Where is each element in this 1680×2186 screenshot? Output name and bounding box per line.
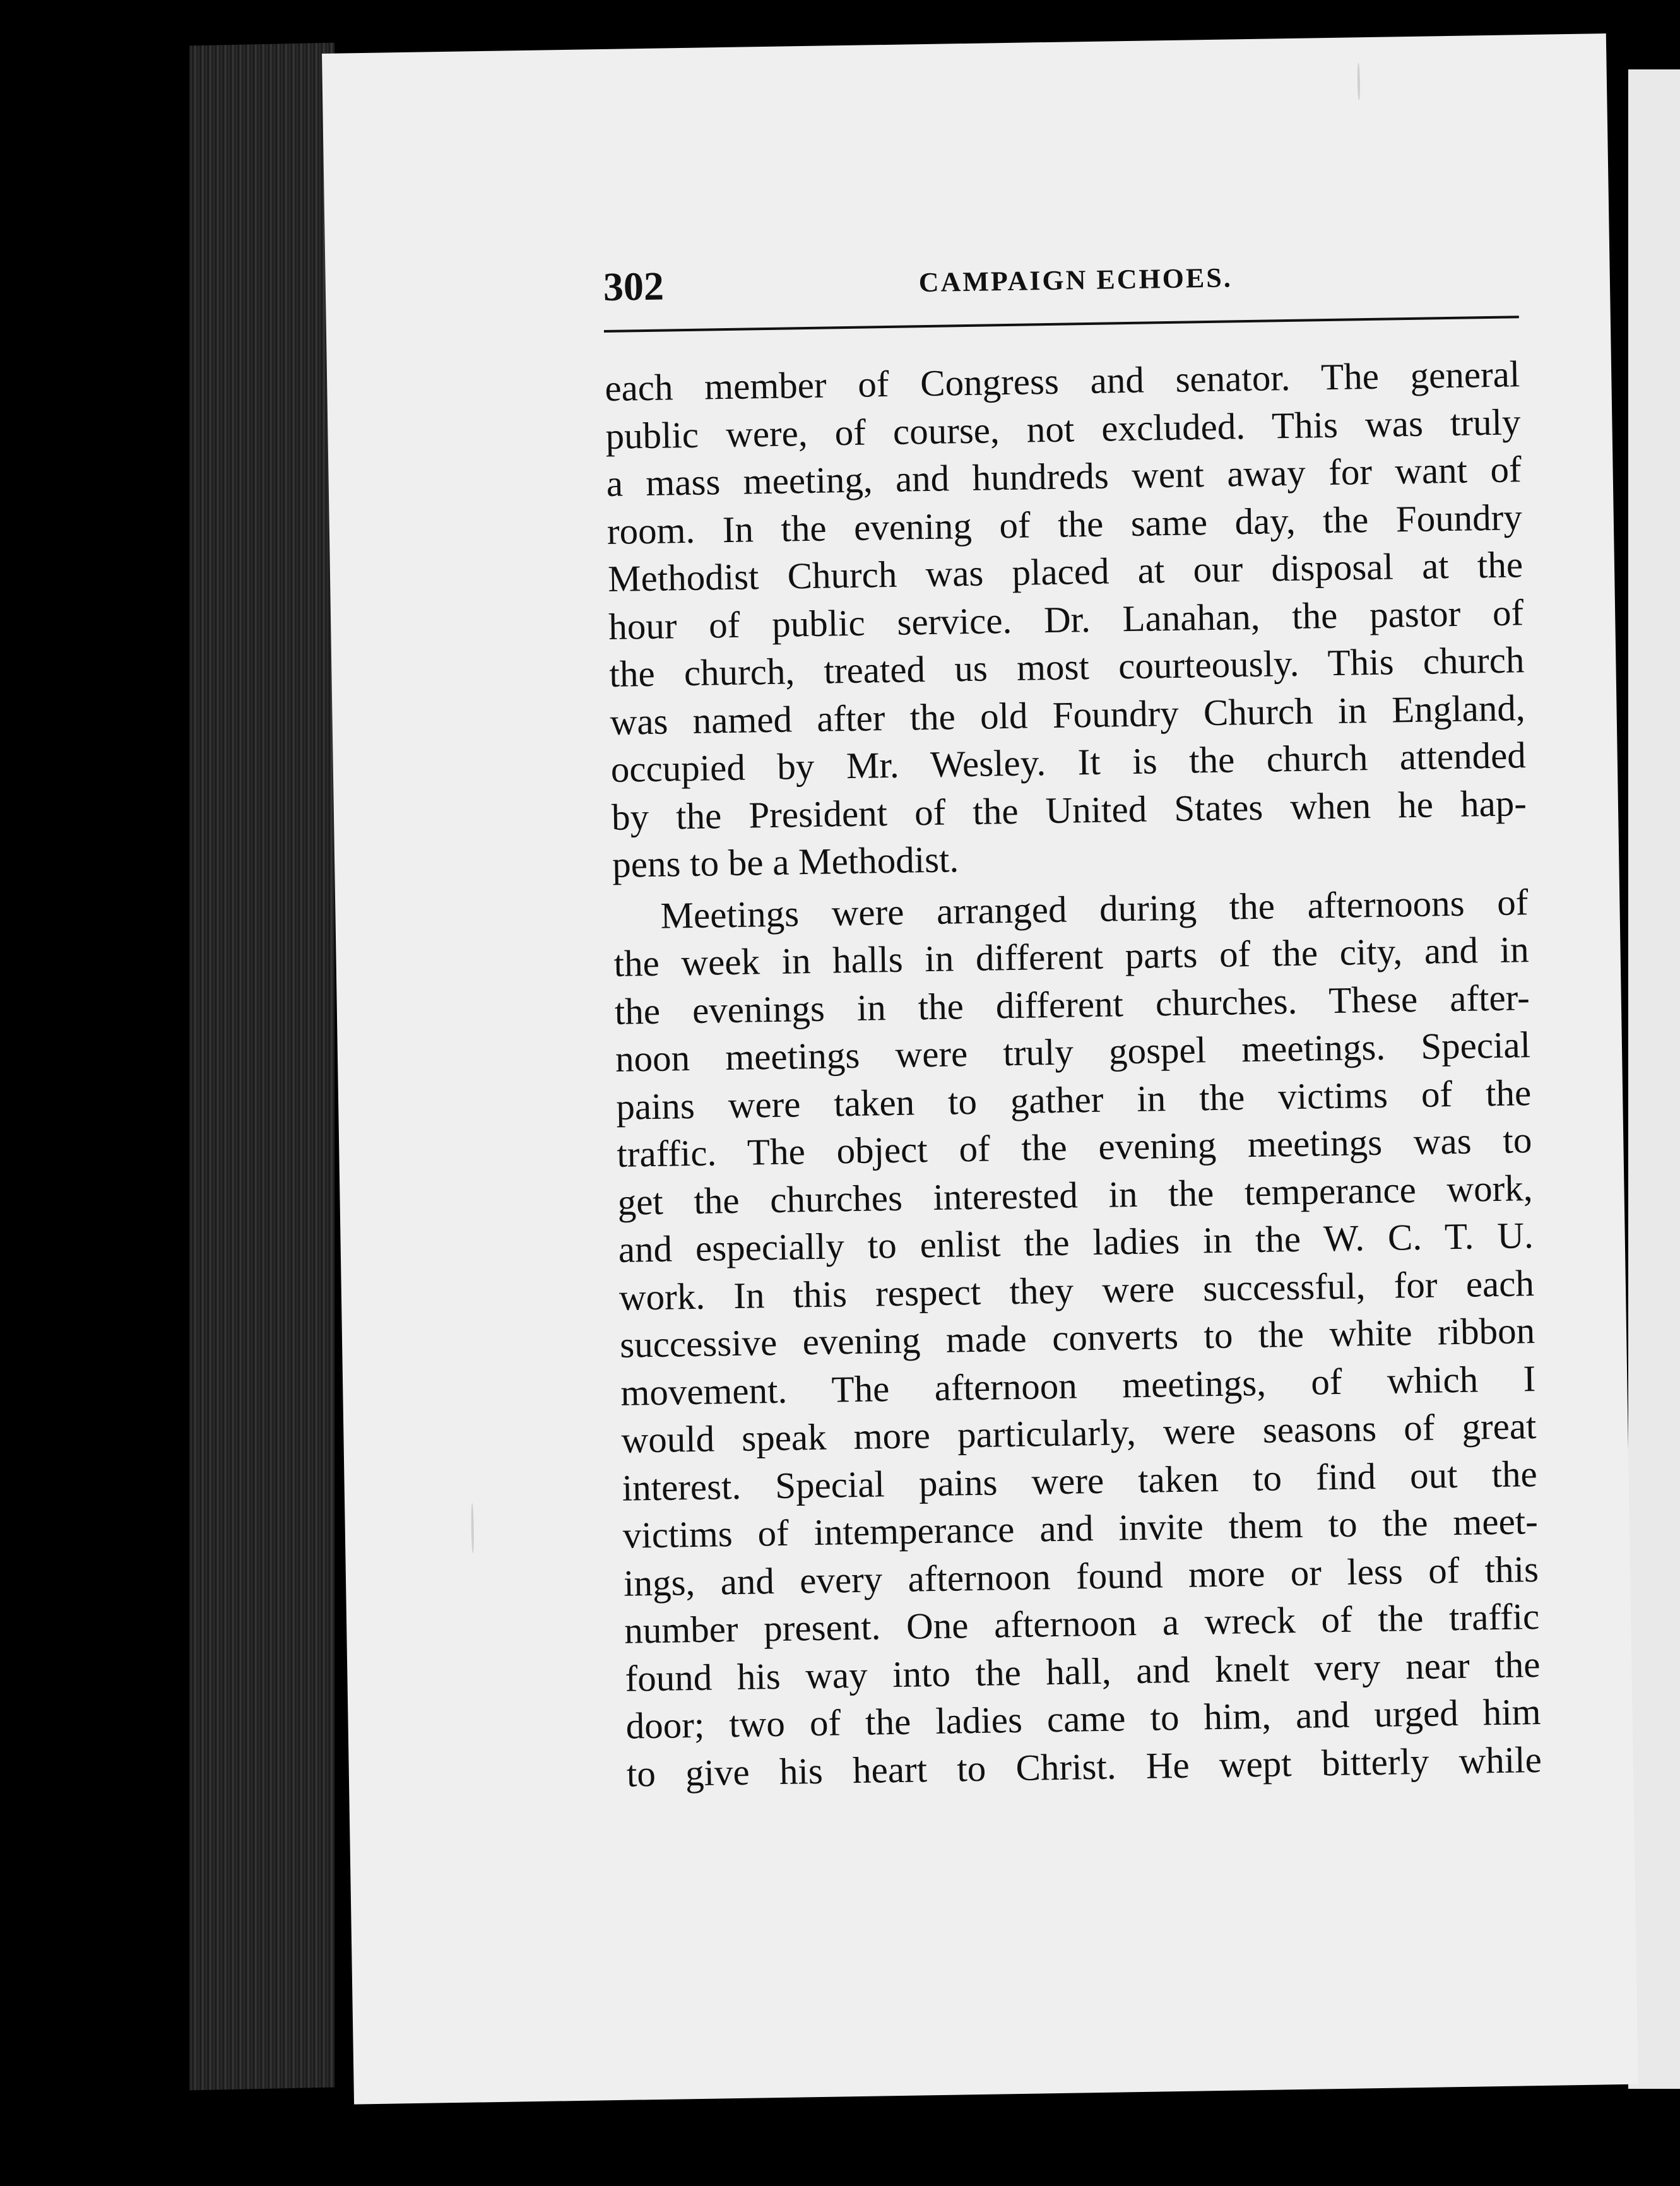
text-line: each member of Congress and senator. The general	[604, 353, 1520, 410]
text-line: traffic. The object of the evening meetings was to	[616, 1119, 1532, 1175]
page-header	[603, 249, 1518, 314]
book-page-edges	[189, 43, 334, 2091]
paragraph-2	[613, 878, 1542, 1798]
text-line: successive evening made converts to the white ribbon	[619, 1309, 1535, 1366]
text-line: ings, and every afternoon found more or less of this	[623, 1547, 1539, 1604]
running-head: CAMPAIGN ECHOES.	[918, 262, 1233, 298]
text-line: number present. One afternoon a wreck of the traffic	[624, 1595, 1540, 1651]
text-line: door; two of the ladies came to him, and urged him	[625, 1690, 1542, 1747]
text-line: Meetings were arranged during the afternoons of	[660, 880, 1529, 936]
text-line: and especially to enlist the ladies in the W. C. T. U.	[618, 1214, 1534, 1270]
text-line: interest. Special pains were taken to find out the	[622, 1452, 1538, 1509]
paragraph-1	[605, 350, 1528, 889]
text-line: pains were taken to gather in the victims of the	[615, 1071, 1532, 1128]
page-number: 302	[603, 263, 665, 310]
text-line: public were, of course, not excluded. This was truly	[605, 400, 1521, 457]
text-line: get the churches interested in the temperance work,	[617, 1166, 1533, 1223]
text-line: a mass meeting, and hundreds went away for want of	[606, 448, 1522, 504]
facing-page-edge	[1628, 69, 1680, 2089]
text-line: room. In the evening of the same day, the Foundry	[606, 495, 1523, 552]
text-line: work. In this respect they were successful, for each	[618, 1261, 1535, 1318]
text-line: victims of intemperance and invite them to the meet-	[622, 1500, 1539, 1556]
text-line: was named after the old Foundry Church in England,	[610, 686, 1526, 743]
text-line: pens to be a Methodist.	[612, 838, 959, 885]
text-line: hour of public service. Dr. Lanahan, the pastor of	[608, 591, 1524, 647]
body-text	[605, 350, 1542, 1797]
text-line: the church, treated us most courteously. This church	[608, 639, 1525, 695]
text-line: to give his heart to Christ. He wept bitterly while	[626, 1738, 1542, 1795]
header-rule	[604, 316, 1519, 333]
text-line: by the President of the United States when he hap-	[611, 781, 1527, 838]
scan-mark	[1357, 62, 1360, 100]
printed-page	[322, 33, 1638, 2105]
text-line: found his way into the hall, and knelt very near the	[624, 1643, 1541, 1699]
text-line: the evenings in the different churches. These after-	[614, 976, 1530, 1032]
text-line: noon meetings were truly gospel meetings. Special	[615, 1024, 1531, 1080]
scan-mark	[471, 1503, 474, 1554]
text-line: occupied by Mr. Wesley. It is the church attended	[610, 734, 1527, 790]
text-line: the week in halls in different parts of the city, and in	[613, 928, 1530, 984]
text-line: Methodist Church was placed at our disposal at the	[607, 543, 1523, 600]
text-line: would speak more particularly, were seasons of great	[621, 1405, 1537, 1461]
text-line: movement. The afternoon meetings, of which I	[620, 1357, 1536, 1414]
